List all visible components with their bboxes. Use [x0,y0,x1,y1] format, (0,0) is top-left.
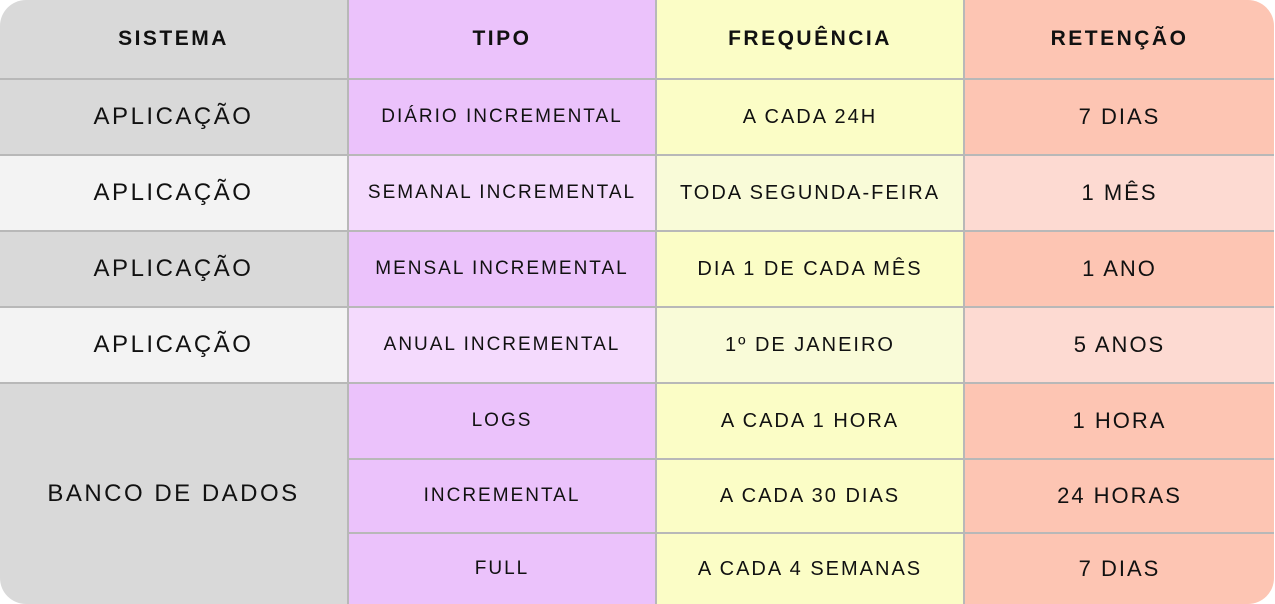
row-2-tipo: SEMANAL INCREMENTAL [349,156,657,232]
row-4-tipo: ANUAL INCREMENTAL [349,308,657,384]
row-1-tipo: DIÁRIO INCREMENTAL [349,80,657,156]
row-4-sistema: APLICAÇÃO [0,308,349,384]
header-tipo: TIPO [349,0,657,80]
db-row-3-frequencia: A CADA 4 SEMANAS [657,534,965,604]
db-row-2-tipo: INCREMENTAL [349,460,657,534]
row-2-retencao: 1 MÊS [965,156,1274,232]
row-1-retencao: 7 DIAS [965,80,1274,156]
header-retencao: RETENÇÃO [965,0,1274,80]
row-1-sistema: APLICAÇÃO [0,80,349,156]
db-row-3-retencao: 7 DIAS [965,534,1274,604]
row-1-frequencia: A CADA 24H [657,80,965,156]
header-frequencia: FREQUÊNCIA [657,0,965,80]
database-sistema: BANCO DE DADOS [0,384,349,604]
row-2-sistema: APLICAÇÃO [0,156,349,232]
row-3-retencao: 1 ANO [965,232,1274,308]
row-4-frequencia: 1º DE JANEIRO [657,308,965,384]
db-row-2-retencao: 24 HORAS [965,460,1274,534]
db-row-2-frequencia: A CADA 30 DIAS [657,460,965,534]
row-3-tipo: MENSAL INCREMENTAL [349,232,657,308]
row-3-frequencia: DIA 1 DE CADA MÊS [657,232,965,308]
db-row-3-tipo: FULL [349,534,657,604]
row-3-sistema: APLICAÇÃO [0,232,349,308]
row-2-frequencia: TODA SEGUNDA-FEIRA [657,156,965,232]
db-row-1-tipo: LOGS [349,384,657,460]
row-4-retencao: 5 ANOS [965,308,1274,384]
db-row-1-frequencia: A CADA 1 HORA [657,384,965,460]
header-sistema: SISTEMA [0,0,349,80]
db-row-1-retencao: 1 HORA [965,384,1274,460]
